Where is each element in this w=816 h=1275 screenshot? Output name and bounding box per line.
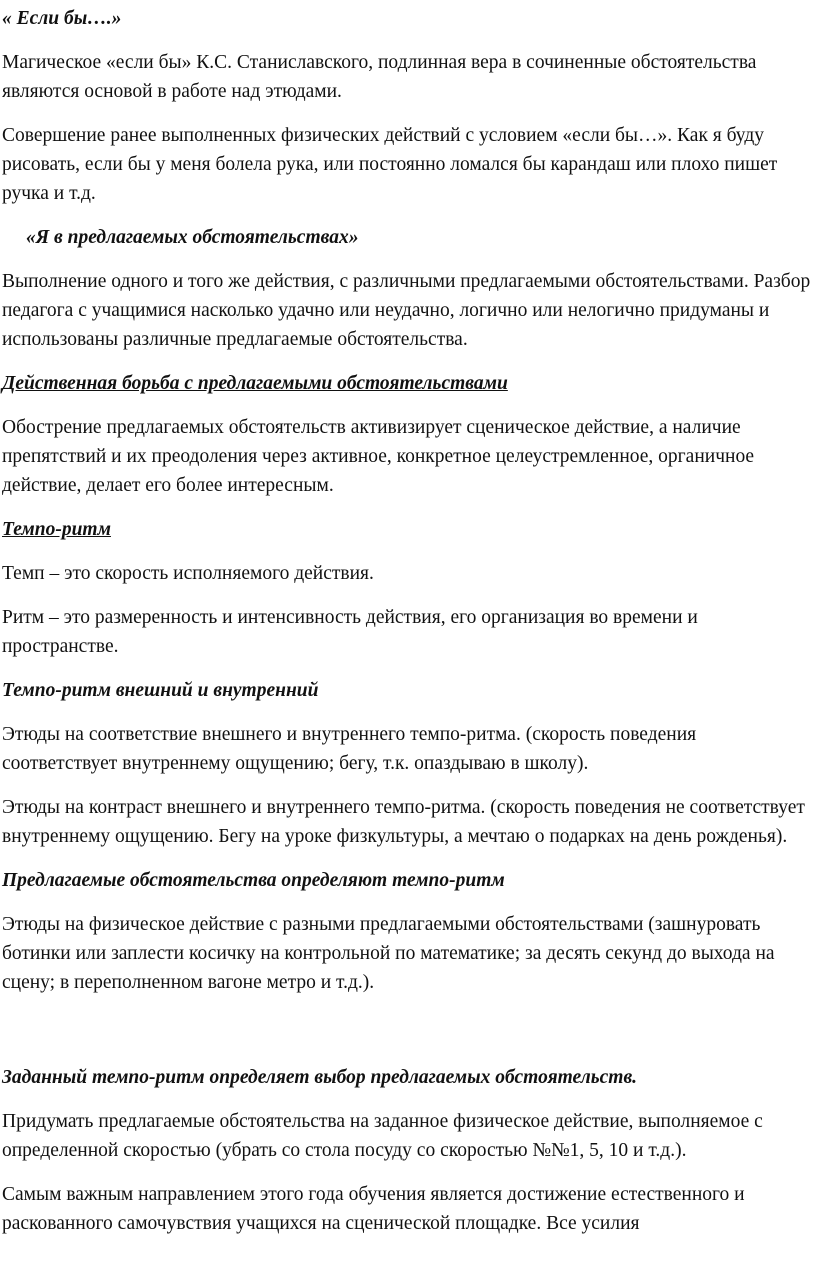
paragraph-rhythm: Ритм – это размеренность и интенсивность действия, его организация во времени и пространстве.	[2, 607, 698, 657]
heading-given-circumstances: «Я в предлагаемых обстоятельствах»	[26, 227, 359, 248]
paragraph-main-direction: Самым важным направлением этого года обучения является достижение естественного и раскованного самочувствия учащихся на сценической площадке. Все усилия	[2, 1184, 745, 1234]
paragraph-same-action: Выполнение одного и того же действия, с различными предлагаемыми обстоятельствами. Разбор педагога с учащимися насколько удачно или неудачно, логично или нелогично придуманы и использованы различные предлагаемые обстоятельства.	[2, 271, 811, 350]
heading-tempo-rhythm: Темпо-ритм	[2, 519, 111, 540]
paragraph-sharpening: Обострение предлагаемых обстоятельств активизирует сценическое действие, а наличие препятствий и их преодоления через активное, конкретное целеустремленное, органичное действие, делает его более интересным.	[2, 417, 755, 496]
heading-given-tempo: Заданный темпо-ритм определяет выбор предлагаемых обстоятельств.	[2, 1067, 638, 1088]
paragraph-invent-circumstances: Придумать предлагаемые обстоятельства на заданное физическое действие, выполняемое с определенной скоростью (убрать со стола посуду со скоростью №№1, 5, 10 и т.д.).	[2, 1111, 763, 1161]
paragraph-etudes-contrast: Этюды на контраст внешнего и внутреннего темпо-ритма. (скорость поведения не соответствует внутреннему ощущению. Бегу на уроке физкультуры, а мечтаю о подарках на день рожденья).	[2, 797, 805, 847]
heading-circumstances-define: Предлагаемые обстоятельства определяют темпо-ритм	[2, 870, 505, 891]
paragraph-etudes-match: Этюды на соответствие внешнего и внутреннего темпо-ритма. (скорость поведения соответствует внутреннему ощущению; бегу, т.к. опаздываю в школу).	[2, 724, 697, 774]
paragraph-tempo: Темп – это скорость исполняемого действия.	[2, 563, 374, 584]
paragraph-magic-if: Магическое «если бы» К.С. Станиславского, подлинная вера в сочиненные обстоятельства являются основой в работе над этюдами.	[2, 52, 757, 102]
heading-active-struggle: Действенная борьба с предлагаемыми обстоятельствами	[2, 373, 508, 394]
heading-if: « Если бы….»	[2, 8, 122, 29]
heading-external-internal: Темпо-ритм внешний и внутренний	[2, 680, 319, 701]
paragraph-etudes-physical: Этюды на физическое действие с разными предлагаемыми обстоятельствами (зашнуровать ботинки или заплести косичку на контрольной по математике; за десять секунд до выхода на сцену; в переполненном вагоне метро и т.д.).	[2, 914, 775, 993]
paragraph-physical-actions: Совершение ранее выполненных физических действий с условием «если бы…». Как я буду рисовать, если бы у меня болела рука, или постоянно ломался бы карандаш или плохо пишет ручка и т.д.	[2, 125, 778, 204]
